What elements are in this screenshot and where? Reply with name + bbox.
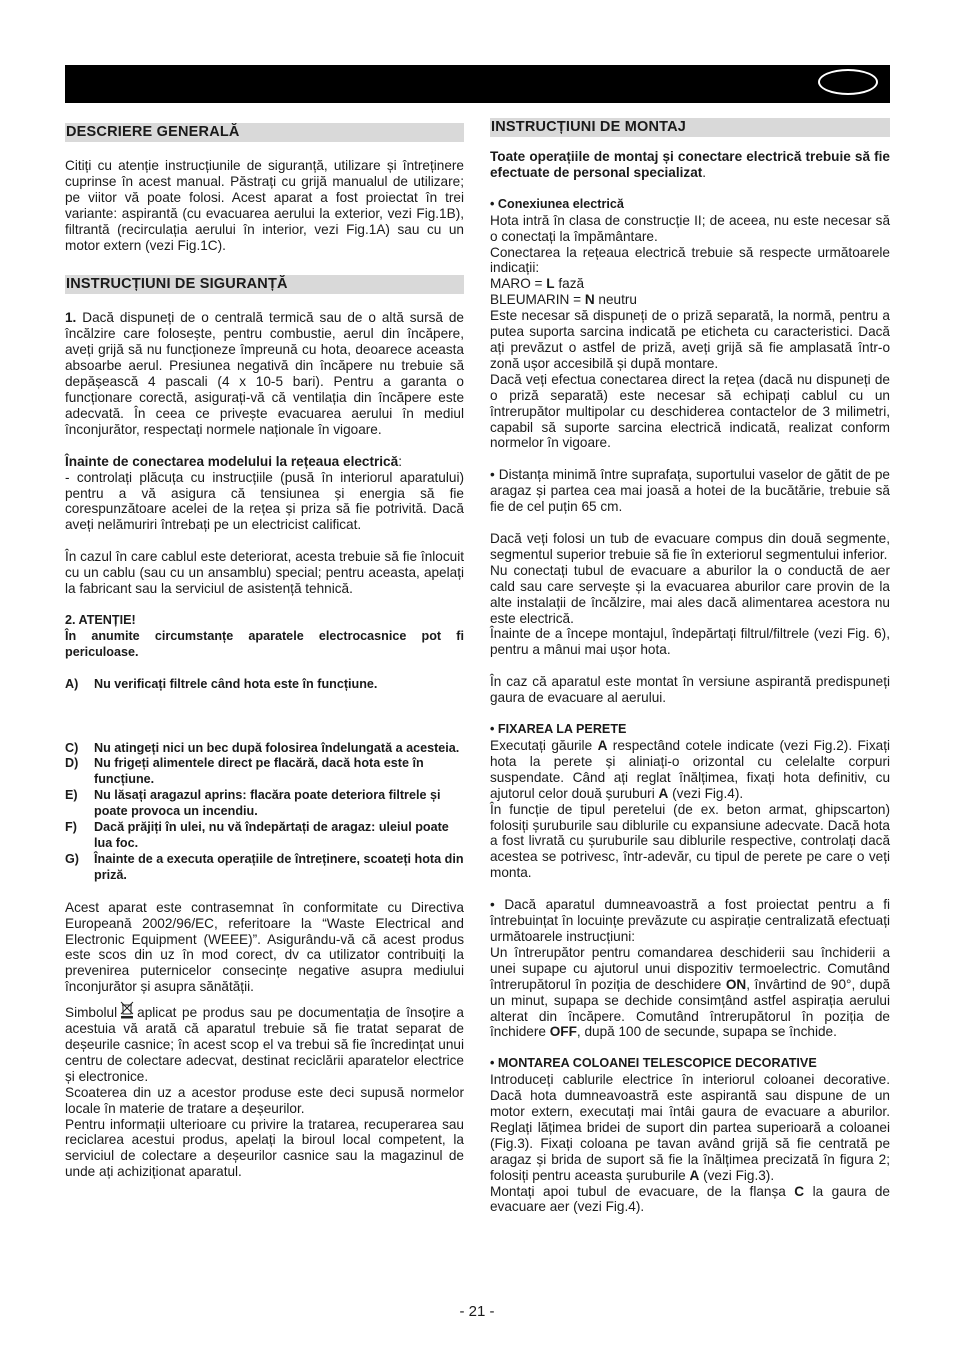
fixarea-paragraph-2: În funcție de tipul peretelui (de ex. beton armat, ghipscarton) folosiți șuruburile sau diblurile cu expansiune adecvate. Dacă hota a fost livrată cu șuruburile sau diblurile respective, controlați dacă acestea se potrivesc, într-adevăr, cu tipul de perete pe care o veți monta. <box>490 801 890 881</box>
nu-conectati-paragraph: Nu conectați tubul de evacuare a aburilor la o conductă de aer cald sau care servește și la evacuarea aburilor care provin de la alte instalații de încălzire, mai ales dacă alimentarea acestora nu este electrică. <box>490 562 890 626</box>
tub-paragraph: Dacă veți folosi un tub de evacuare compus din două segmente, segmentul superior trebuie să fie în exteriorul segmentului inferior. <box>490 531 890 562</box>
warning-text: Nu verificați filtrele când hota este în funcțiune. <box>94 676 378 691</box>
ref-c: C <box>794 1183 805 1199</box>
fixarea-title: • FIXAREA LA PERETE <box>490 722 627 737</box>
intr-text: , după 100 de secunde, supapa se închide. <box>576 1024 837 1040</box>
atentie-title: 2. ATENȚIE! <box>65 612 136 627</box>
bleumarin-line <box>490 292 890 308</box>
conectare-colon: : <box>398 453 402 469</box>
bleu-letter: N <box>584 292 595 308</box>
crossed-bin-icon <box>120 1001 134 1019</box>
language-badge-oval <box>818 69 878 95</box>
maro-label: MARO = <box>490 276 547 292</box>
section-title-descriere: DESCRIERE GENERALĂ <box>65 123 464 142</box>
atentie-text: În anumite circumstanțe aparatele electrocasnice pot fi periculoase. <box>65 628 464 659</box>
scoaterea-paragraph: Scoaterea din uz a acestor produse este deci supusă normelor locale în materie de tratare a deșeurilor. <box>65 1084 464 1116</box>
conexiune-text-1: Hota intră în clasa de construcție II; de aceea, nu este necesar să o conectați la împământare. <box>490 212 890 244</box>
warning-item <box>65 820 464 852</box>
page-number: - 21 - <box>459 1303 495 1320</box>
intr-text: , învârtind de 90°, după un minut, supapa se dechide consimțând astfel aspirația aerului alterat din încăpere. Comutând întrerupătorul în poziția de închidere <box>490 976 890 1040</box>
montati-paragraph <box>490 1184 890 1216</box>
warning-text: Nu atingeți nici un bec după folosirea îndelungată a acesteia. <box>94 740 460 755</box>
fix-text: respectând cotele indicate (vezi Fig.2). Fixați hota la perete și aliniați-o orizontal cu celelalte corpuri suspendate. Când ați reglat înălțimea, fixați hota definitiv, cu ajutorul celor două șuruburi <box>490 738 890 801</box>
simbol-text: aplicat pe produs sau pe documentația de însoțire a acestuia vă arată că aparatul trebuie să fie tratat separat de deșeurile casnice; în acest scop el va trebui să fie încredințat unui centru de colectare adecvat, destinat reciclării aparatelor electrice și electronice. <box>65 1005 464 1084</box>
warning-key: G) <box>65 851 79 866</box>
maro-line <box>490 276 890 292</box>
warning-item <box>65 741 464 757</box>
cablu-paragraph: În cazul în care cablul este deteriorat, acesta trebuie să fie înlocuit cu un cablu (sau cu un ansamblu) special; pentru aceasta, apelați la fabricant sau la serviciul de asistență tehnică. <box>65 549 464 597</box>
warning-text: Dacă prăjiți în ulei, nu vă îndepărtați de aragaz: uleiul poate lua foc. <box>94 820 449 850</box>
conectare-text: - controlați plăcuța cu instrucțiile (pusă în interiorul aparatului) pentru a vă asigura că tensiunea și energia să fie corespunzătoare acelei de la rețea și priza să fie potrivită. Dacă aveți nelămuriri întrebați pe un electricist calificat. <box>65 469 464 533</box>
section-title-siguranta: INSTRUCȚIUNI DE SIGURANȚĂ <box>65 275 464 294</box>
warning-key: D) <box>65 756 79 771</box>
direct-paragraph: Dacă veți efectua conectarea direct la rețea (dacă nu dispuneți de o priză separată) este necesar să echipați cablul cu un întrerupător multipolar cu deschiderea contactelor de 3 milimetri, capabil să suporte sarcina electrică indicată, realizat conform normelor în vigoare. <box>490 371 890 451</box>
point-1-text: Dacă dispuneți de o centrală termică sau de o altă sursă de încălzire care folosește, pentru combustie, aerul din încăpere, aveți grijă să nu funcționeze împreună cu hota, deoarece aceasta absoarbe aerul. Presiunea negativă din încăpere nu trebuie să depășească 4 pascali (4 x 10-5 bari). Pentru a garanta o funcționare corectă, asigurați-vă că ventilația din încăpere este adecvată. În ceea ce privește evacuarea aerului în mediul înconjurător, respectați normele naționale în vigoare. <box>65 310 464 437</box>
warning-key: A) <box>65 676 79 691</box>
warning-item <box>65 852 464 884</box>
maro-letter: L <box>546 276 555 292</box>
col-text: Introduceți cablurile electrice în interiorul coloanei decorative. Dacă hota dumneavoastră este aspirantă sau dispune de un motor extern, executați mai întâi gaura de evacuare a aburilor. Reglați lățimea bridei de suport din partea superioară a coloanei (Fig.3). Fixați coloana pe tavan având grijă să fie centrată pe aragaz și brida de suport să fie la înălțimea precizată în figura 2; folosiți pentru aceasta șuruburile <box>490 1072 890 1183</box>
conexiune-text-2: Conectarea la rețeaua electrică trebuie să respecte următoarele indicații: <box>490 244 890 276</box>
fix-ref-a: A <box>597 738 608 753</box>
warning-item <box>65 788 464 820</box>
left-column <box>65 123 464 1180</box>
warning-text: Nu lăsați aragazul aprins: flacăra poate deteriora filtrele și poate provoca un incendiu. <box>94 788 441 819</box>
montaj-intro-dot: . <box>702 164 707 180</box>
montati-text: Montați apoi tubul de evacuare, de la flanșa <box>490 1183 795 1199</box>
fix-text: Executați găurile <box>490 738 598 753</box>
fix-ref-a: A <box>658 785 669 801</box>
warning-item-a <box>65 677 464 693</box>
warning-text: Înainte de a executa operațiile de întreținere, scoateți hota din priză. <box>94 851 464 882</box>
intr-text: Un întrerupător pentru comandarea deschiderii sau închiderii a unei supape cu ajutorul unui dispozitiv termoelectric. Comutând întrerupătorul în poziția de deschidere <box>490 944 890 992</box>
safety-point-1 <box>65 310 464 437</box>
fix-text: (vezi Fig.4). <box>668 785 744 801</box>
right-column <box>490 119 890 1215</box>
conectare-heading: Înainte de conectarea modelului la rețeaua electrică <box>65 453 399 469</box>
warning-key: F) <box>65 820 77 835</box>
warning-item <box>65 756 464 788</box>
header-bar <box>65 65 890 103</box>
centralizata-paragraph: • Dacă aparatul dumneavoastră a fost proiectat pentru a fi întrebuințat în locuințe prevăzute cu aspirație centralizată efectuați următoarele instrucțiuni: <box>490 897 890 944</box>
coloana-paragraph <box>490 1072 890 1183</box>
off-label: OFF <box>549 1024 577 1040</box>
intrerupator-paragraph <box>490 945 890 1040</box>
conexiune-title: • Conexiunea electrică <box>490 196 624 211</box>
montaj-intro <box>490 149 890 181</box>
coloana-title: • MONTAREA COLOANEI TELESCOPICE DECORATIVE <box>490 1056 817 1071</box>
on-label: ON <box>725 976 747 992</box>
bleu-label: BLEUMARIN = <box>490 292 585 308</box>
distanta-paragraph: • Distanța minimă între suprafața, suportului vaselor de gătit de pe aragaz și partea cea mai joasă a hotei de la bucătărie, trebuie să fie de cel puțin 65 cm. <box>490 467 890 515</box>
col-text: (vezi Fig.3). <box>699 1167 775 1183</box>
maro-meaning: fază <box>554 276 585 292</box>
warning-text: Nu frigeți alimentele direct pe flacără, dacă hota este în funcțiune. <box>94 756 424 787</box>
informatii-paragraph: Pentru informații ulterioare cu privire la tratarea, recuperarea sau reciclarea acestui produs, apelați la biroul local competent, la serviciul de colectare a deșeurilor casnice sau la magazinul de unde ați achiziționat aparatul. <box>65 1116 464 1180</box>
bleu-meaning: neutru <box>594 292 637 308</box>
section-title-montaj: INSTRUCȚIUNI DE MONTAJ <box>490 118 890 137</box>
aspiranta-paragraph: În caz că aparatul este montat în versiune aspirantă predispuneți gaura de evacuare al aerului. <box>490 674 890 706</box>
montati-text: la gaura de evacuare aer (vezi Fig.4). <box>490 1183 890 1215</box>
montaj-intro-bold: Toate operațiile de montaj și conectare electrică trebuie să fie efectuate de personal specializat <box>490 149 890 180</box>
weee-paragraph: Acest aparat este contrasemnat în conformitate cu Directiva Europeană 2002/96/EC, referitoare la “Waste Electrical and Electronic Equipment (WEEE)”. Asigurându-vă că acest produs este scos din uz în mod corect, dv ca utilizator contribuiți la prevenirea puternicelor consecințe negative asupra mediului înconjurător și asupra sănătății. <box>65 899 464 995</box>
inainte-paragraph: Înainte de a începe montajul, îndepărtați filtrul/filtrele (vezi Fig. 6), pentru a mânui mai ușor hota. <box>490 626 890 658</box>
simbol-paragraph <box>65 1001 464 1085</box>
warning-key: E) <box>65 788 78 803</box>
warning-key: C) <box>65 740 79 755</box>
descriere-paragraph: Citiți cu atenție instrucțiunile de siguranță, utilizare și întreținere cuprinse în acest manual. Păstrați cu grijă manualul de utilizare; pe viitor vă poate folosi. Acest aparat a fost proiectat în trei variante: aspirantă (cu evacuarea aerului la exterior, vezi Fig.1B), filtrantă (recirculația aerului în interior, vezi Fig.1A) sau cu un motor extern (vezi Fig.1C). <box>65 158 464 253</box>
point-number: 1. <box>65 310 77 326</box>
simbol-label: Simbolul <box>65 1005 118 1021</box>
col-ref-a: A <box>689 1167 700 1183</box>
priza-paragraph: Este necesar să dispuneți de o priză separată, la normă, pentru a putea suporta sarcina indicată pe eticheta cu caracteristici. Dacă ați prevăzut o astfel de priză, aveți grijă să fie amplasată într-o zonă ușor accesibilă și după montare. <box>490 308 890 371</box>
conectare-paragraph <box>65 454 464 470</box>
fixarea-paragraph <box>490 738 890 802</box>
warning-list <box>65 741 464 884</box>
